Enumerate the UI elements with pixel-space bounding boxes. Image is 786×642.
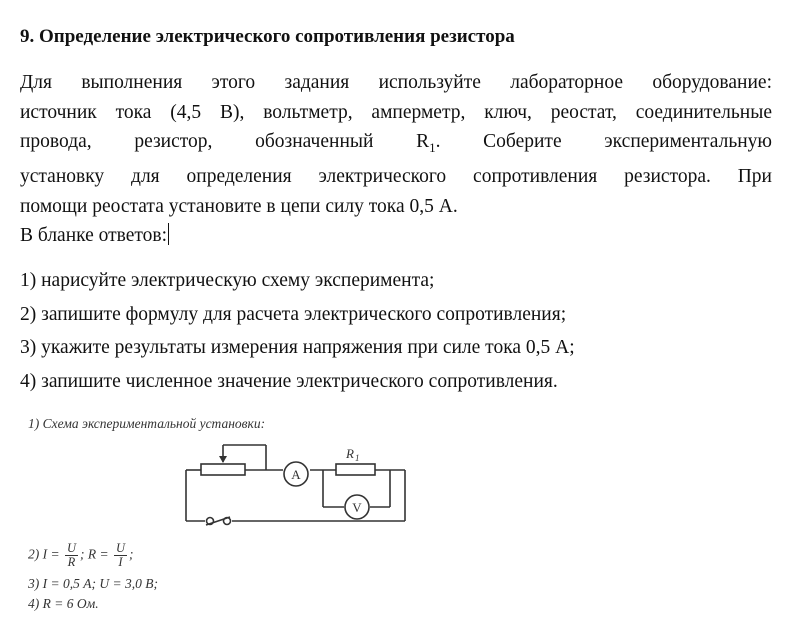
ammeter-label: A (291, 467, 301, 482)
voltmeter-label: V (352, 500, 362, 515)
resistor-label: R (346, 446, 354, 461)
task-title: 9. Определение электрического сопротивления резистора (20, 26, 515, 47)
fraction-current-numerator: U (66, 541, 77, 555)
description-line-1: Для выполнения этого задания используйте лабораторное оборудование: (20, 72, 772, 93)
fraction-resistance (114, 542, 127, 569)
description-line-2: источник тока (4,5 В), вольтметр, амперметр, ключ, реостат, соединительные (20, 101, 772, 123)
resistor-symbol (336, 464, 375, 475)
formula-middle: ; R = (80, 546, 109, 562)
fraction-resistance-denominator: I (118, 555, 123, 569)
scheme-caption: 1) Схема экспериментальной установки: (28, 416, 266, 431)
fraction-resistance-numerator: U (116, 541, 126, 555)
resistor-subscript: 1 (429, 139, 436, 155)
result-resistance: 4) R = 6 Ом. (28, 596, 99, 611)
formula-prefix: 2) I = (28, 546, 60, 562)
rheostat-arrow (219, 456, 227, 463)
description-line-3-end: . Соберите экспериментальную (435, 131, 772, 152)
result-voltage: 3) I = 0,5 А; U = 3,0 В; (28, 576, 158, 591)
resistor-label-subscript: 1 (355, 453, 360, 463)
fraction-current-denominator: R (67, 555, 76, 569)
description-line-5: помощи реостата установите в цепи силу тока 0,5 А. (20, 195, 458, 217)
answer-form-text: В бланке ответов: (20, 225, 168, 247)
task-item-1: 1) нарисуйте электрическую схему эксперимента; (20, 270, 435, 291)
formula-suffix: ; (129, 546, 134, 562)
formula-line (28, 542, 134, 569)
fraction-current (65, 542, 78, 569)
task-item-4: 4) запишите численное значение электрического сопротивления. (20, 370, 558, 392)
task-item-3: 3) укажите результаты измерения напряжения при силе тока 0,5 А; (20, 337, 575, 358)
task-item-2: 2) запишите формулу для расчета электрического сопротивления; (20, 303, 567, 325)
description-line-4: установку для определения электрического сопротивления резистора. При (20, 166, 772, 188)
description-line-3-start: провода, резистор, обозначенный R (20, 131, 430, 152)
rheostat-symbol (201, 464, 245, 475)
